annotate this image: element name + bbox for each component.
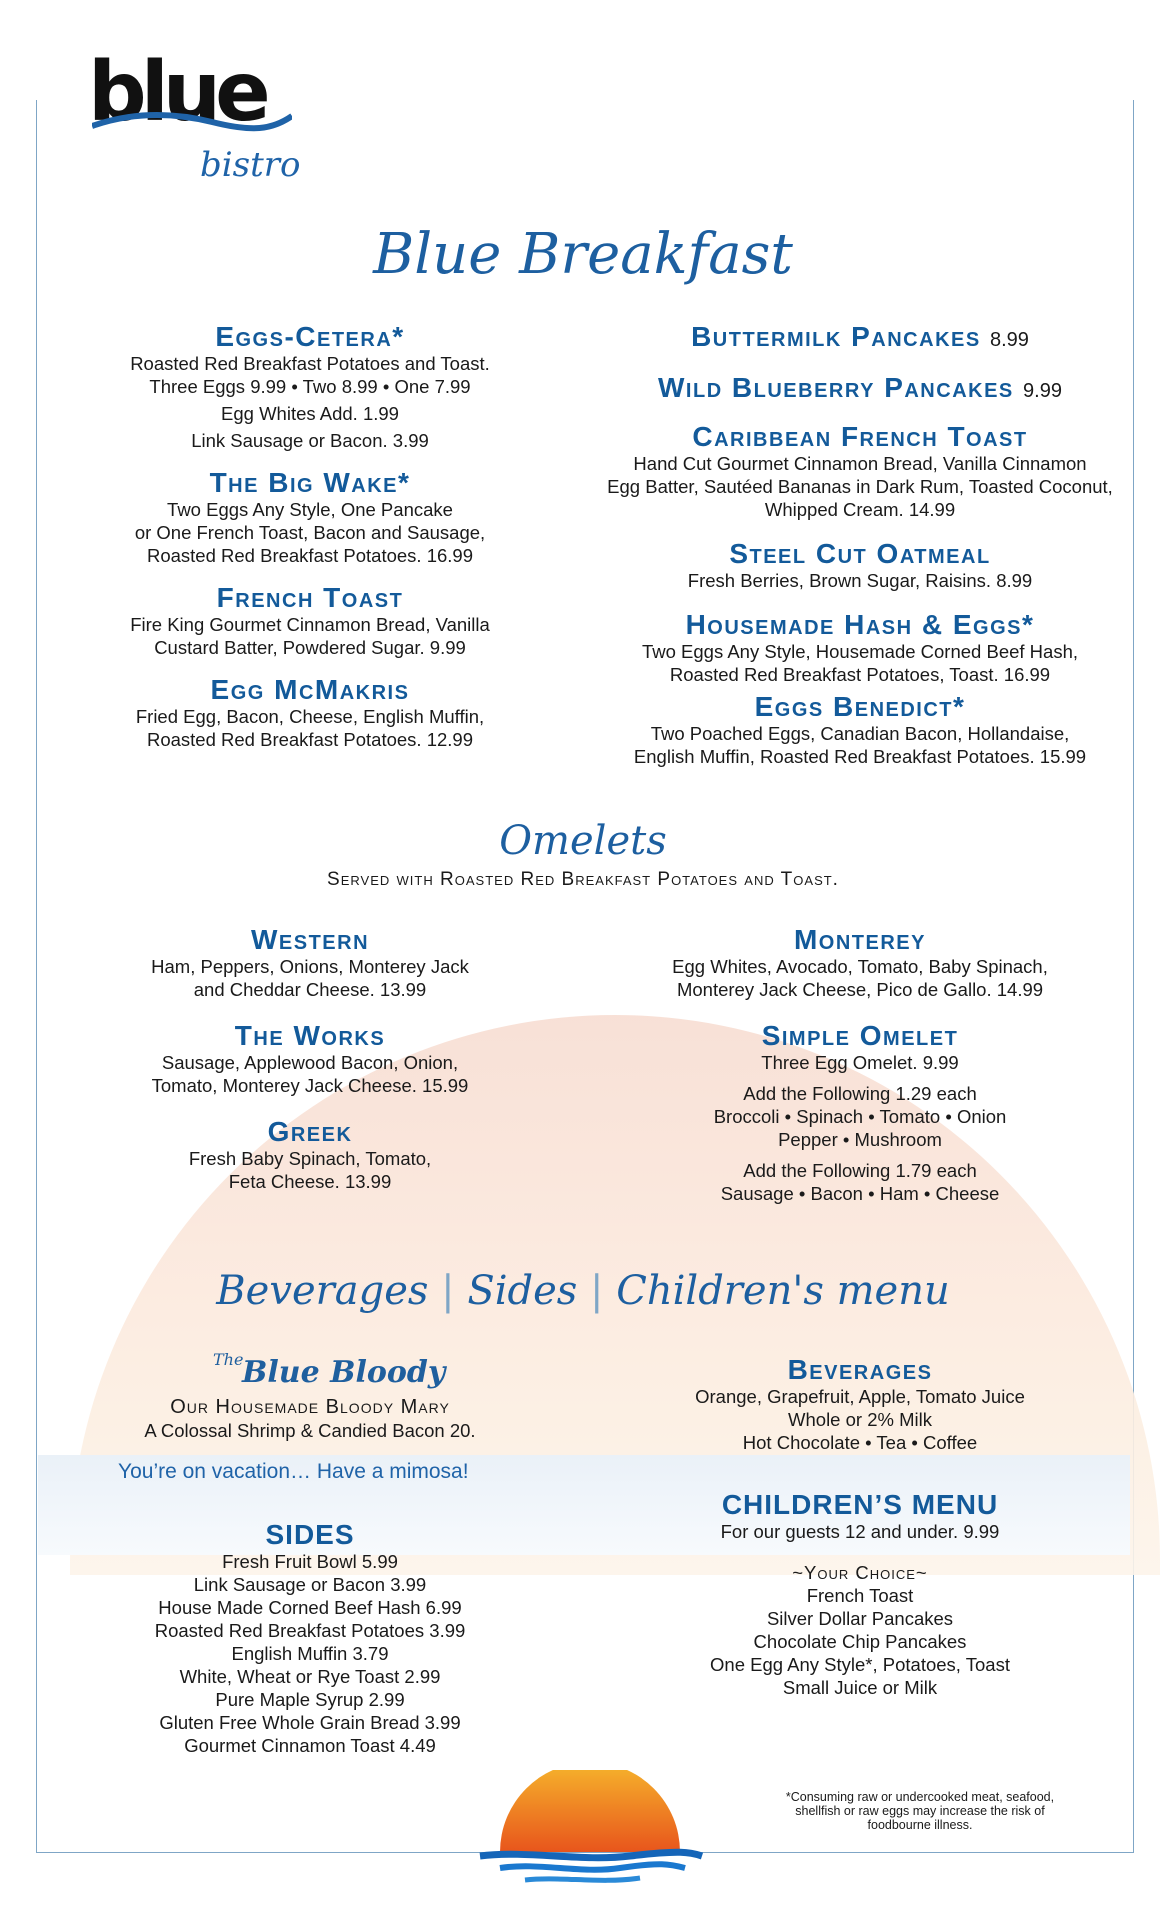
title-separator: | [590, 1268, 604, 1314]
item-line: English Muffin, Roasted Red Breakfast Potatoes. 15.99 [633, 746, 1087, 767]
menu-item [600, 373, 1120, 406]
item-name: Buttermilk Pancakes [691, 321, 981, 352]
item-line: Fried Egg, Bacon, Cheese, English Muffin, [135, 706, 485, 727]
item-line: Feta Cheese. 13.99 [228, 1171, 392, 1192]
beverage-line: Hot Chocolate • Tea • Coffee [742, 1432, 978, 1453]
addon-group [620, 1159, 1100, 1205]
menu-item [620, 1021, 1100, 1074]
childrens-menu-item: One Egg Any Style*, Potatoes, Toast [710, 1654, 1010, 1675]
item-line: or One French Toast, Bacon and Sausage, [134, 522, 486, 543]
item-line: Two Eggs Any Style, Housemade Corned Beef Hash, [641, 641, 1078, 662]
blue-bloody-the: The [213, 1350, 244, 1369]
childrens-menu-title: CHILDREN’S MENU [721, 1489, 999, 1520]
childrens-menu-item: Silver Dollar Pancakes [766, 1608, 954, 1629]
menu-item [600, 422, 1120, 521]
disclaimer-line: foodbourne illness. [867, 1818, 973, 1832]
addon-line: Broccoli • Spinach • Tomato • Onion [713, 1106, 1007, 1127]
item-name: Steel Cut Oatmeal [729, 538, 991, 569]
blue-bloody-desc: A Colossal Shrimp & Candied Bacon 20. [144, 1420, 476, 1441]
menu-item [110, 925, 510, 1001]
beverages-sides-children-title [0, 1268, 1166, 1314]
item-name: Simple Omelet [761, 1020, 959, 1051]
item-line: Roasted Red Breakfast Potatoes, Toast. 16.99 [669, 664, 1051, 685]
item-line: Ham, Peppers, Onions, Monterey Jack [151, 956, 469, 977]
menu-item [110, 1117, 510, 1193]
menu-item [110, 675, 510, 751]
item-name: Egg McMakris [210, 674, 410, 705]
item-name: The Works [234, 1020, 386, 1051]
item-line: Hand Cut Gourmet Cinnamon Bread, Vanilla Cinnamon [633, 453, 1087, 474]
side-item: Pure Maple Syrup 2.99 [215, 1689, 405, 1710]
side-item: White, Wheat or Rye Toast 2.99 [179, 1666, 441, 1687]
item-line: Fresh Baby Spinach, Tomato, [188, 1148, 432, 1169]
item-line: Custard Batter, Powdered Sugar. 9.99 [154, 637, 466, 658]
logo-wordmark: blue [88, 45, 265, 140]
menu-item [600, 610, 1120, 686]
sunset-logo-icon [470, 1770, 710, 1890]
side-item: Gourmet Cinnamon Toast 4.49 [184, 1735, 436, 1756]
item-line: Three Eggs 9.99 • Two 8.99 • One 7.99 [149, 376, 471, 397]
logo-wave-icon [92, 108, 292, 138]
item-price: 8.99 [989, 329, 1029, 351]
beverage-line: Orange, Grapefruit, Apple, Tomato Juice [695, 1386, 1025, 1407]
title-childrens-menu: Children's menu [616, 1268, 950, 1314]
blue-bloody-tagline: Our Housemade Bloody Mary [170, 1396, 450, 1418]
item-line: Monterey Jack Cheese, Pico de Gallo. 14.99 [676, 979, 1044, 1000]
logo-bistro: bistro [200, 145, 301, 185]
item-name: The Big Wake* [209, 467, 411, 498]
addon-line: Sausage • Bacon • Ham • Cheese [720, 1183, 1000, 1204]
item-line: Fresh Berries, Brown Sugar, Raisins. 8.99 [687, 570, 1033, 591]
blue-bloody-name: Blue Bloody [242, 1355, 446, 1390]
item-line: Three Egg Omelet. 9.99 [761, 1052, 959, 1073]
side-item: English Muffin 3.79 [231, 1643, 389, 1664]
item-line: Egg Batter, Sautéed Bananas in Dark Rum, Toasted Coconut, [607, 476, 1113, 497]
childrens-menu-item: Chocolate Chip Pancakes [753, 1631, 967, 1652]
sides-title: SIDES [265, 1519, 355, 1550]
item-line: Two Eggs Any Style, One Pancake [167, 499, 453, 520]
side-item: Roasted Red Breakfast Potatoes 3.99 [154, 1620, 466, 1641]
breakfast-title: Blue Breakfast [373, 222, 793, 287]
item-name: Housemade Hash & Eggs* [685, 609, 1035, 640]
title-sides: Sides [467, 1268, 578, 1314]
blue-bloody-block [110, 1396, 510, 1442]
disclaimer-line: *Consuming raw or undercooked meat, seafood, [785, 1790, 1055, 1804]
disclaimer [770, 1790, 1070, 1832]
addon-line: Add the Following 1.79 each [743, 1160, 977, 1181]
item-line: Roasted Red Breakfast Potatoes. 16.99 [146, 545, 473, 566]
item-line: and Cheddar Cheese. 13.99 [193, 979, 427, 1000]
childrens-menu-item: Small Juice or Milk [782, 1677, 938, 1698]
menu-item [600, 539, 1120, 592]
item-name: Western [250, 924, 370, 955]
breakfast-right-column [600, 322, 1120, 768]
side-item: Link Sausage or Bacon 3.99 [193, 1574, 427, 1595]
item-name: Eggs-Cetera* [215, 321, 405, 352]
mimosa-text: You’re on vacation… Have a mimosa! [118, 1460, 469, 1483]
menu-item [620, 925, 1100, 1001]
title-separator: | [441, 1268, 455, 1314]
item-line: Two Poached Eggs, Canadian Bacon, Hollandaise, [650, 723, 1070, 744]
item-name: Caribbean French Toast [692, 421, 1028, 452]
beverages-section [620, 1355, 1100, 1454]
menu-item [110, 322, 510, 452]
item-line: Roasted Red Breakfast Potatoes and Toast. [130, 353, 490, 374]
item-price: 9.99 [1023, 380, 1062, 402]
childrens-menu-section [620, 1490, 1100, 1699]
item-line: Link Sausage or Bacon. 3.99 [191, 430, 429, 451]
menu-item [600, 322, 1120, 355]
beverages-title: Beverages [787, 1354, 933, 1385]
beverage-line: Whole or 2% Milk [788, 1409, 932, 1430]
item-name: Eggs Benedict* [754, 691, 966, 722]
item-line: Tomato, Monterey Jack Cheese. 15.99 [151, 1075, 469, 1096]
side-item: Fresh Fruit Bowl 5.99 [222, 1551, 398, 1572]
item-name: Monterey [793, 924, 926, 955]
childrens-menu-intro: For our guests 12 and under. 9.99 [720, 1521, 1000, 1542]
side-item: House Made Corned Beef Hash 6.99 [158, 1597, 462, 1618]
item-line: Egg Whites, Avocado, Tomato, Baby Spinach, [672, 956, 1048, 977]
item-line: Whipped Cream. 14.99 [764, 499, 956, 520]
item-line: Fire King Gourmet Cinnamon Bread, Vanilla [130, 614, 490, 635]
omelets-subtitle: Served with Roasted Red Breakfast Potatoes and Toast. [327, 869, 839, 890]
childrens-menu-choice: ~Your Choice~ [792, 1562, 928, 1583]
title-beverages: Beverages [216, 1268, 429, 1314]
omelets-left-column [110, 925, 510, 1193]
item-line: Roasted Red Breakfast Potatoes. 12.99 [146, 729, 473, 750]
omelets-right-column [620, 925, 1100, 1205]
item-line: Egg Whites Add. 1.99 [221, 403, 399, 424]
disclaimer-line: shellfish or raw eggs may increase the risk of [795, 1804, 1045, 1818]
addon-line: Pepper • Mushroom [778, 1129, 942, 1150]
addon-group [620, 1082, 1100, 1151]
omelets-title: Omelets [499, 818, 667, 864]
breakfast-left-column [110, 322, 510, 751]
item-name: Wild Blueberry Pancakes [658, 372, 1014, 403]
item-name: Greek [267, 1116, 353, 1147]
addon-line: Add the Following 1.29 each [743, 1083, 977, 1104]
menu-item [110, 1021, 510, 1097]
childrens-menu-item: French Toast [806, 1585, 914, 1606]
sides-section [110, 1520, 510, 1757]
side-item: Gluten Free Whole Grain Bread 3.99 [159, 1712, 461, 1733]
menu-item [600, 692, 1120, 768]
menu-item [110, 468, 510, 567]
item-line: Sausage, Applewood Bacon, Onion, [161, 1052, 459, 1073]
item-name: French Toast [216, 582, 404, 613]
menu-item [110, 583, 510, 659]
